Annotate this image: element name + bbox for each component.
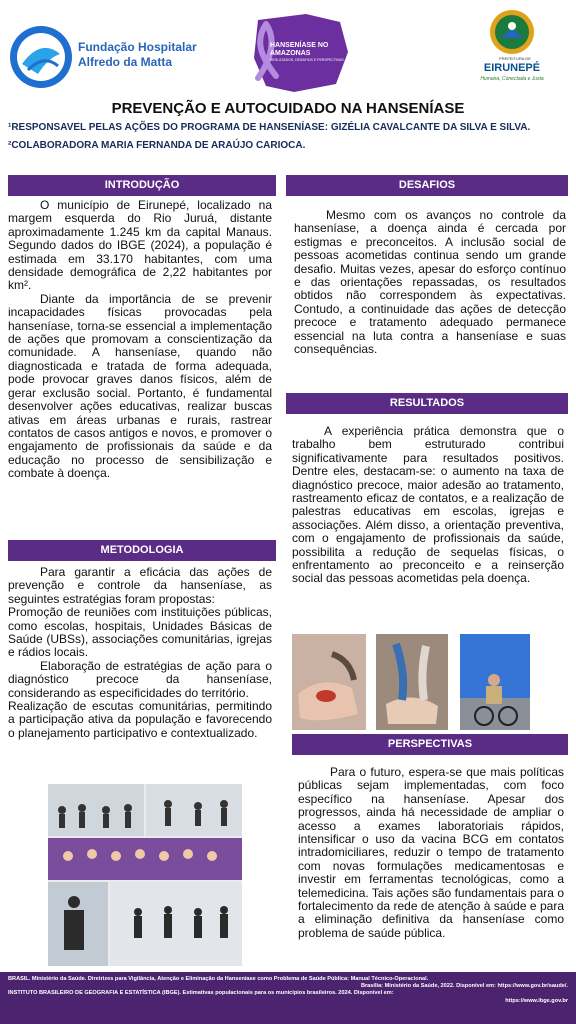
photo-wound-care: [292, 634, 366, 730]
desafios-text: [294, 209, 566, 356]
fundacao-hospitalar-logo-icon: [8, 24, 74, 90]
event-photo-collage: [48, 784, 242, 966]
reference-1-continuation: Brasília: Ministério da Saúde, 2022. Disponível em: https://www.gov.br/saude/.: [360, 983, 568, 990]
section-title-metodologia: METODOLOGIA: [8, 540, 276, 561]
poster-title: PREVENÇÃO E AUTOCUIDADO NA HANSENÍASE: [111, 100, 465, 117]
introducao-text: [8, 199, 272, 481]
section-title-introducao: INTRODUÇÃO: [8, 175, 276, 196]
photo-patient-wheelchair-image-icon: [460, 634, 530, 730]
authors-block: [8, 121, 570, 157]
photo-wound-care-image-icon: [292, 634, 366, 730]
metodologia-paragraph-3: Elaboração de estratégias de ação para o diagnóstico precoce da hanseníase, considerando as especificidades do território.: [8, 658, 272, 700]
campaign-subtitle: RESULTADOS, DESAFIOS E PERSPECTIVAS: [270, 58, 344, 62]
section-title-resultados: RESULTADOS: [286, 393, 568, 414]
metodologia-paragraph-2: Promoção de reuniões com instituições públicas, como escolas, hospitais, Unidades Básicas de Saúde (UBSs), associações comunitárias, igrejas e rádios locais.: [8, 605, 272, 660]
references-footer: [0, 972, 576, 1024]
campaign-title-block: [270, 42, 352, 62]
campaign-title: HANSENÍASE NO AMAZONAS: [270, 42, 329, 57]
author-2: ²COLABORADORA MARIA FERNANDA DE ARAÚJO CARIOCA.: [8, 140, 306, 151]
author-1: ¹RESPONSAVEL PELAS AÇÕES DO PROGRAMA DE HANSENÍASE: GIZÉLIA CAVALCANTE DA SILVA E SILVA.: [8, 122, 531, 133]
prefeitura-eirunepe-crest-icon: [488, 8, 536, 56]
event-photo-collage-image-icon: [48, 784, 242, 966]
reference-1: BRASIL. Ministério da Saúde. Diretrizes para Vigilância, Atenção e Eliminação da Hanseníase como Problema de Saúde Pública: Manual Técnico-Operacional.: [8, 976, 429, 982]
city-motto: Humana, Conectada e Justa: [480, 76, 544, 82]
prefeitura-label: PREFEITURA DE: [499, 56, 531, 61]
reference-2-url: https://www.ibge.gov.br: [505, 997, 568, 1004]
desafios-paragraph-1: Mesmo com os avanços no controle da hanseníase, a doença ainda é cercada por estigmas e preconceitos. A inclusão social de pessoas acometidas continua sendo um grande desafio. Muitas vezes, apesar do esforço contínuo e das orientações repassadas, os resultados obtidos não correspondem às expectativas. Contudo, a continuidade das ações de detecção precoce e tratamento adequado permanece essencial na luta contra a hanseníase e suas consequências.: [294, 208, 566, 357]
org-name: Fundação Hospitalar Alfredo da Matta: [78, 40, 197, 69]
photo-foot-exam-image-icon: [376, 634, 448, 730]
metodologia-paragraph-1: Para garantir a eficácia das ações de prevenção e controle da hanseníase, as seguintes estratégias foram propostas:: [8, 565, 272, 606]
section-title-desafios: DESAFIOS: [286, 175, 568, 196]
reference-2: INSTITUTO BRASILEIRO DE GEOGRAFIA E ESTATÍSTICA (IBGE). Estimativas populacionais para os municípios brasileiros. 2024. Disponível em:: [8, 990, 394, 997]
resultados-paragraph-1: A experiência prática demonstra que o trabalho bem estruturado contribui significativamente para resultados positivos. Dentre eles, destacam-se: o aumento na taxa de diagnóstico precoce, maior adesão ao tratamento, rastreamento eficaz de contatos, e a realização de palestras educativas em escolas, igrejas e associações. Além disso, a orientação preventiva, com o engajamento de profissionais da saúde, possibilita a redução de sequelas físicas, o enfrentamento ao preconceito e a reinserção social das pessoas acometidas pela doença.: [292, 424, 564, 586]
poster-header: [0, 0, 576, 96]
photo-foot-exam: [376, 634, 448, 730]
city-name: EIRUNEPÉ: [483, 62, 541, 74]
photo-patient-wheelchair: [460, 634, 530, 730]
metodologia-paragraph-4: Realização de escutas comunitárias, permitindo a participação ativa da população e favorecendo o planejamento participativo e contextualizado.: [8, 699, 272, 740]
resultados-text: [292, 425, 564, 586]
metodologia-text: [8, 566, 272, 740]
section-title-perspectivas: PERSPECTIVAS: [292, 734, 568, 755]
introducao-paragraph-2: Diante da importância de se prevenir incapacidades físicas provocadas pela hanseníase, torna-se essencial a implementação de ações que promovam a conscientização da comunidade. A hanseníase, quando não diagnosticada e tratada de forma adequada, pode provocar graves danos físicos, além de gerar exclusão social. Portanto, é fundamental desenvolver ações educativas, realizar buscas ativas em áreas urbanas e rurais, rastrear contatos de casos antigos e novos, e promover o engajamento de profissionais da saúde e da educação no processo de sensibilização e combate à doença.: [8, 291, 272, 481]
introducao-paragraph-1: O município de Eirunepé, localizado na margem esquerda do Rio Juruá, distante aproximadamente 1.245 km da capital Manaus. Segundo dados do IBGE (2024), a população é estimada em 33.170 habitantes, com uma densidade demográfica de 2,22 habitantes por km².: [8, 198, 272, 293]
perspectivas-text: [298, 766, 564, 940]
perspectivas-paragraph-1: Para o futuro, espera-se que mais políticas públicas sejam implementadas, com foco específico na hanseníase. Apesar dos progressos, ainda há necessidade de ampliar o acesso a exames laboratoriais rápidos, intensificar o uso da vacina BCG em contatos intradomiciliares, reduzir o tempo de tratamento com novas formulações medicamentosas e investir em ferramentas tecnológicas, como a telemedicina. Tais ações são fundamentais para o fortalecimento da rede de atenção à saúde e para a eliminação definitiva da hanseníase como problema de saúde pública.: [298, 765, 564, 940]
